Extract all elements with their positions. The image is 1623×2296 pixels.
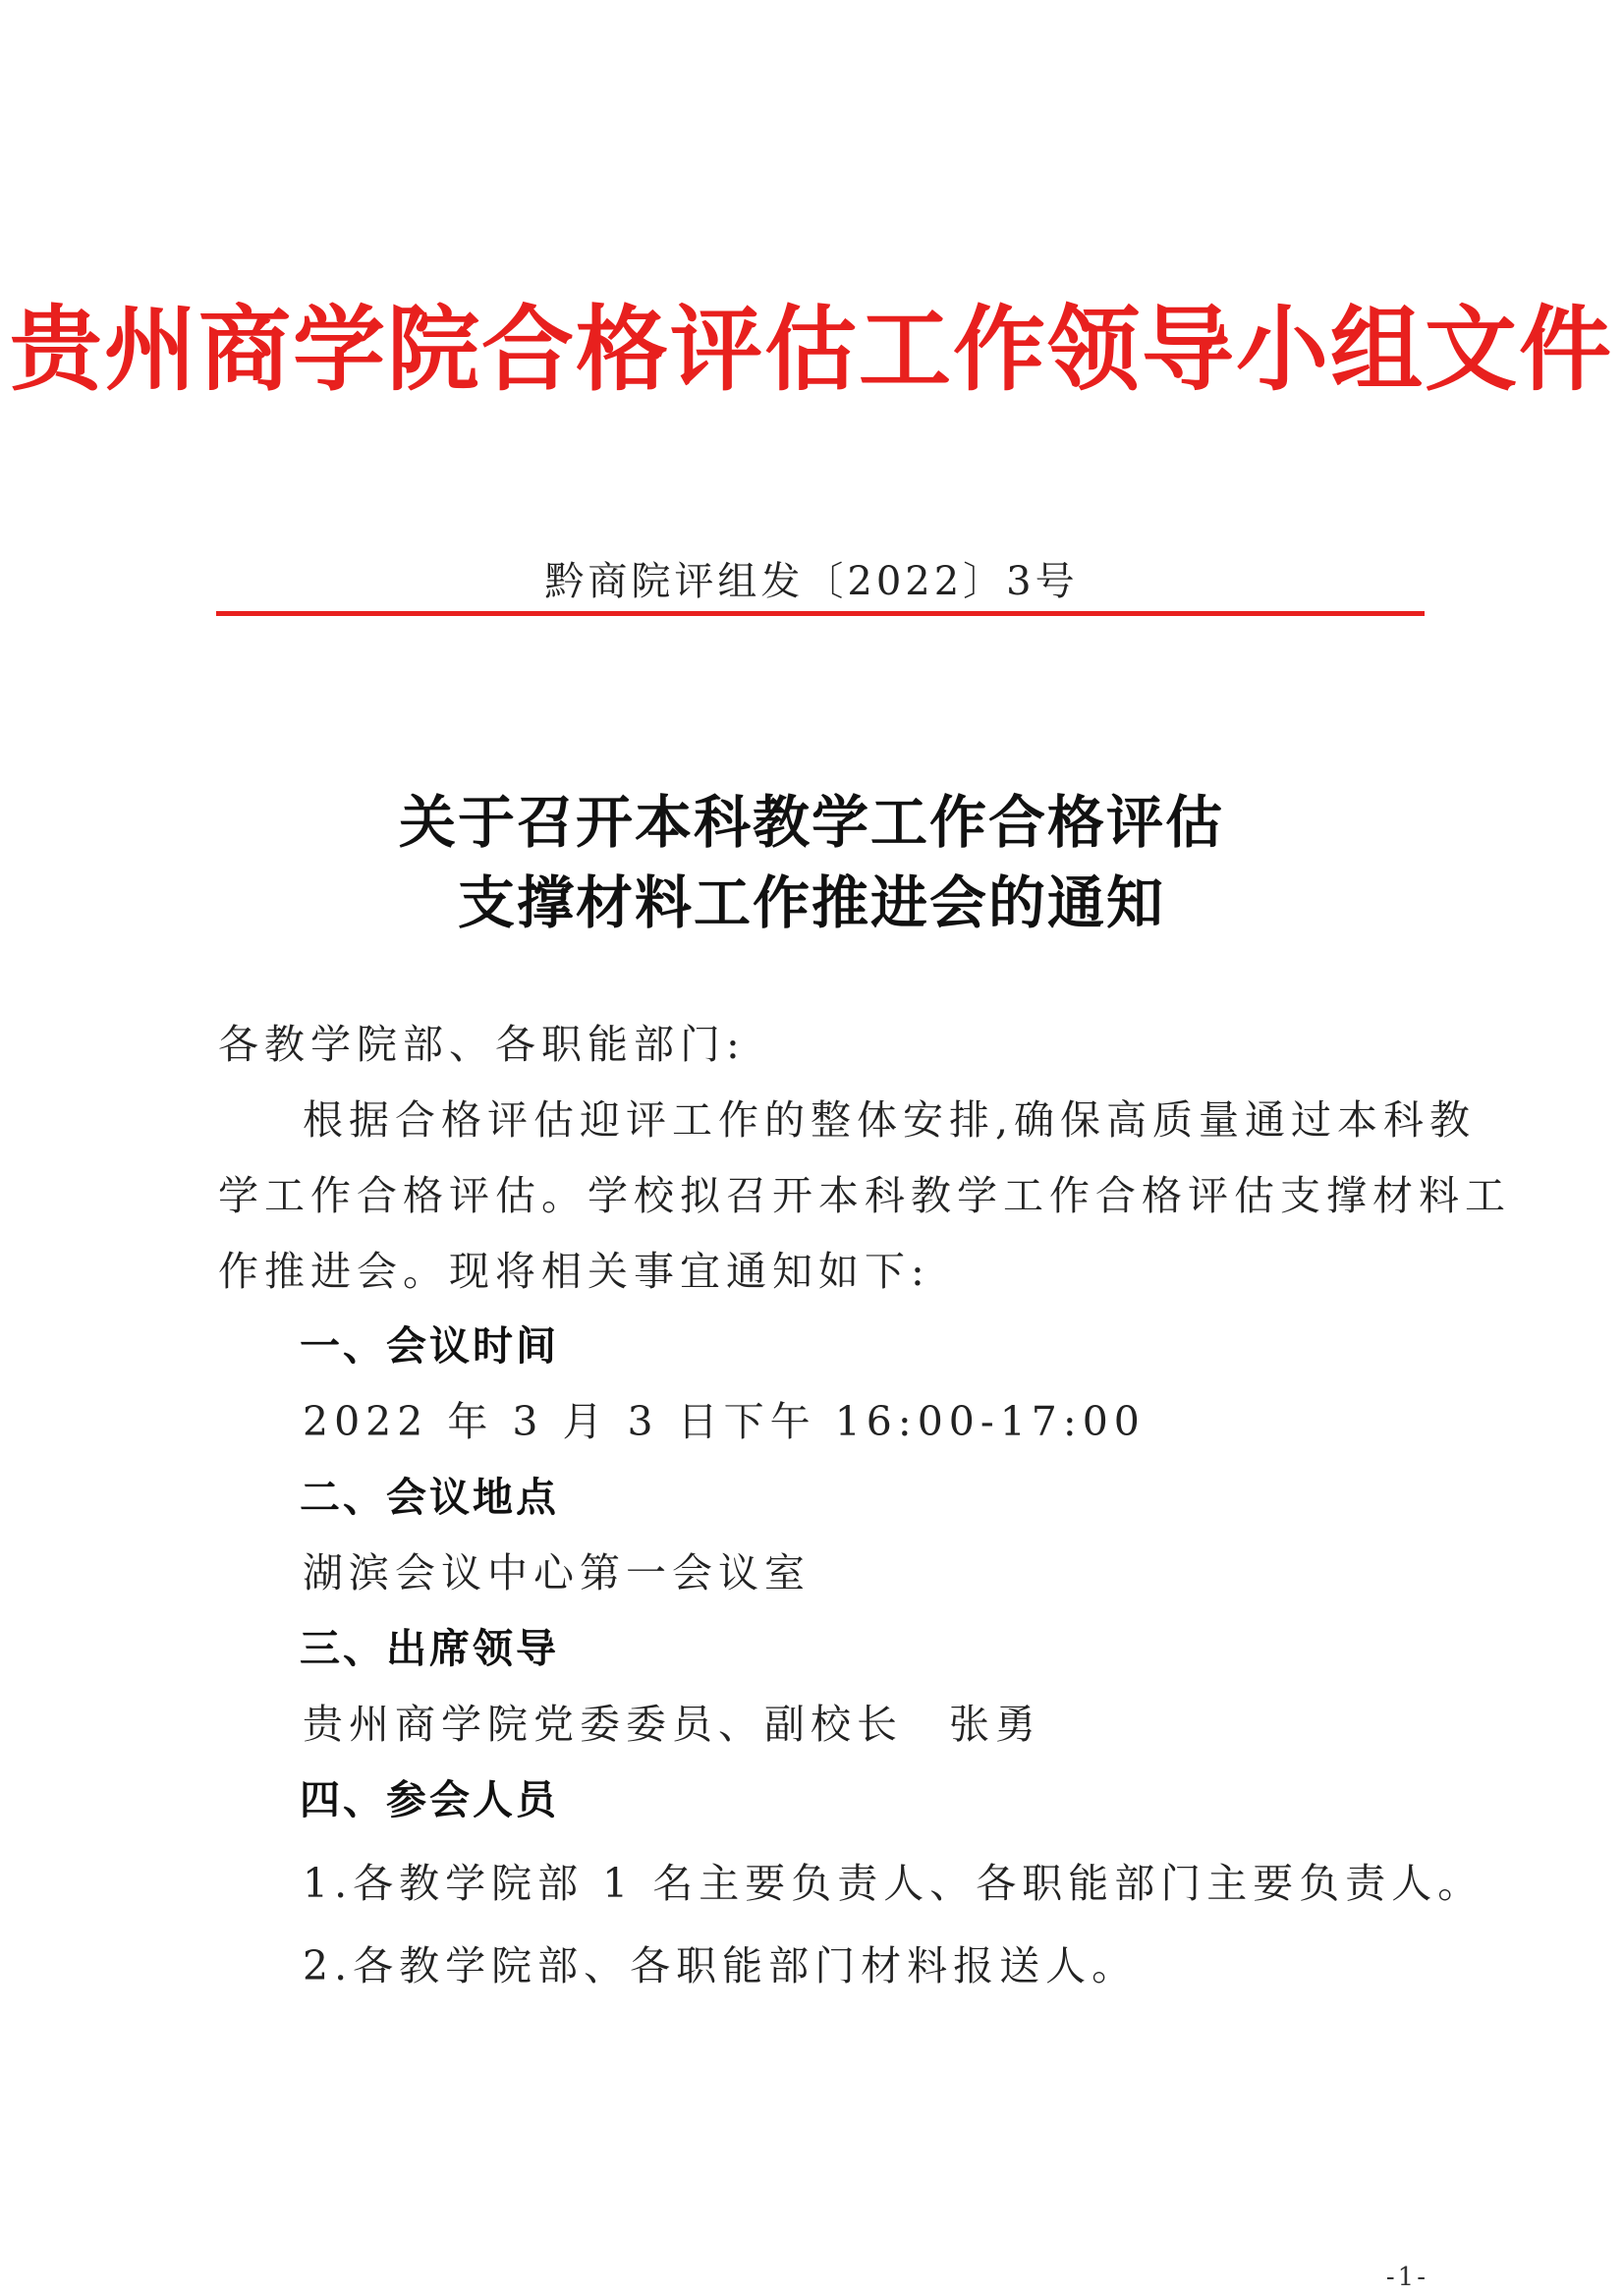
intro-line-2: 学工作合格评估。学校拟召开本科教学工作合格评估支撑材料工 [218,1172,1511,1219]
salutation: 各教学院部、各职能部门: [218,1021,746,1068]
intro-line-1: 根据合格评估迎评工作的整体安排,确保高质量通过本科教 [303,1096,1477,1144]
section-content-location: 湖滨会议中心第一会议室 [303,1549,811,1596]
attendee-item-1: 1.各教学院部 1 名主要负责人、各职能部门主要负责人。 [303,1860,1484,1907]
attendee-item-2: 2.各教学院部、各职能部门材料报送人。 [303,1942,1139,1989]
section-heading-attendees: 四、参会人员 [300,1776,559,1823]
notice-title-line-2: 支撑材料工作推进会的通知 [457,869,1165,936]
section-heading-leaders: 三、出席领导 [300,1625,559,1672]
section-content-time: 2022 年 3 月 3 日下午 16:00-17:00 [303,1398,1146,1445]
intro-line-3: 作推进会。现将相关事宜通知如下: [218,1248,930,1295]
section-content-leaders: 贵州商学院党委委员、副校长 张勇 [303,1701,1041,1748]
red-divider [216,611,1425,616]
page-number: -1- [1385,2263,1428,2292]
section-heading-location: 二、会议地点 [300,1474,559,1521]
document-number: 黔商院评组发〔2022〕3号 [544,559,1079,604]
section-heading-time: 一、会议时间 [300,1322,559,1370]
org-header-title: 贵州商学院合格评估工作领导小组文件 [9,297,1613,404]
notice-title-line-1: 关于召开本科教学工作合格评估 [398,789,1224,856]
